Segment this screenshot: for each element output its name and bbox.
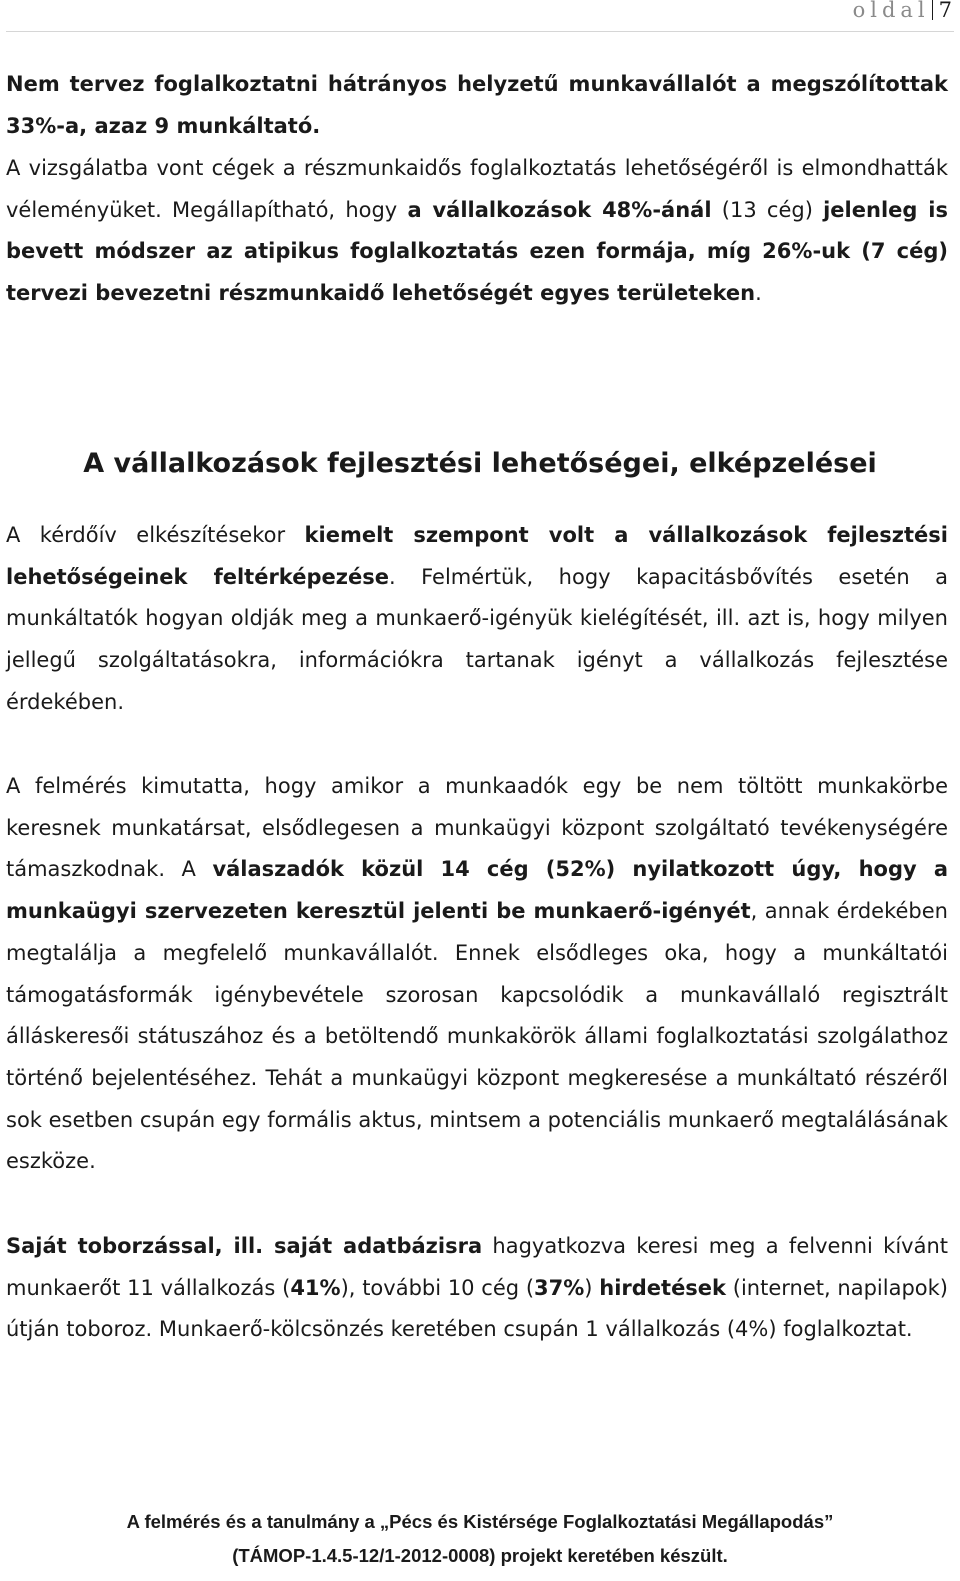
text-run: A kérdőív elkészítésekor — [6, 523, 305, 547]
bold-text: 37% — [534, 1275, 585, 1300]
text-run: (internet, napilapok) útján toboroz. Munkaerő-kölcsönzés keretében csupán 1 vállalkozás (4%) foglalkoztat. — [6, 1275, 949, 1342]
text-run: (13 cég) — [711, 197, 824, 222]
bold-text: válaszadók közül 14 cég (52%) nyilatkozott úgy, hogy a munkaügyi szervezeten keresztül jelenti be munkaerő-igényét — [6, 857, 949, 924]
footer-line-1: A felmérés és a tanulmány a „Pécs és Kistérsége Foglalkoztatási Megállapodás” — [126, 1511, 834, 1532]
paragraph-part-time — [6, 148, 948, 315]
paragraph-intro — [6, 64, 948, 147]
page-number: 7 — [938, 0, 952, 22]
text-run: hagyatkozva keresi meg a felvenni kívánt munkaerőt 11 vállalkozás ( — [6, 1234, 949, 1300]
bold-text: Saját toborzással, ill. saját adatbázisra — [6, 1234, 483, 1258]
bold-text: hirdetések — [599, 1275, 727, 1300]
bold-text: Nem tervez foglalkoztatni hátrányos helyzetű munkavállalót a megszólítottak 33%-a, azaz 9 munkáltató. — [6, 72, 948, 138]
header-separator — [932, 0, 933, 20]
page-footer — [0, 1505, 960, 1573]
bold-text: kiemelt szempont volt a vállalkozások fejlesztési lehetőségeinek feltérképezése — [6, 523, 948, 589]
text-run: . — [755, 281, 762, 306]
text-run: ) — [584, 1275, 600, 1300]
text-run: A felmérés kimutatta, hogy amikor a munkaadók egy be nem töltött munkakörbe keresnek munkatársat, elsődlegesen a munkaügyi központ szolgáltató tevékenységére támaszkodnak. A — [6, 774, 948, 882]
page-header — [0, 0, 960, 30]
bold-text: jelenleg is bevett módszer az atipikus foglalkoztatás ezen formája, míg 26%-uk (7 cég) tervezi bevezetni részmunkaidő lehetőségét egyes területeken — [6, 197, 948, 306]
page-number-label — [853, 0, 952, 22]
text-run: A vizsgálatba vont cégek a részmunkaidős foglalkoztatás lehetőségéről is elmondhatták véleményüket. Megállapítható, hogy — [6, 156, 948, 222]
page-word: oldal — [852, 0, 930, 22]
paragraph-survey-findings — [6, 766, 948, 1183]
text-run: . Felmértük, hogy kapacitásbővítés esetén a munkáltatók hogyan oldják meg a munkaerő-igényük kielégítését, ill. azt is, hogy milyen jellegű szolgáltatásokra, információkra tartanak igényt a vállalkozás fejlesztése érdekében. — [6, 564, 948, 714]
bold-text: 41% — [290, 1275, 341, 1300]
section-heading: A vállalkozások fejlesztési lehetőségei, elképzelései — [83, 448, 877, 479]
paragraph-recruitment — [6, 1226, 948, 1351]
text-run: , annak érdekében megtalálja a megfelelő munkavállalót. Ennek elsődleges oka, hogy a munkáltatói támogatásformák igénybevétele szorosan kapcsolódik a munkavállaló regisztrált álláskeresői státuszához és a betöltendő munkakörök állami foglalkoztatási szolgálathoz történő bejelentéséhez. Tehát a munkaügyi központ megkeresése a munkáltató részéről sok esetben csupán egy formális aktus, mintsem a potenciális munkaerő megtalálásának eszköze. — [6, 899, 948, 1174]
paragraph-development — [6, 515, 948, 724]
header-rule — [6, 31, 954, 32]
text-run: ), további 10 cég ( — [340, 1275, 535, 1300]
footer-line-2: (TÁMOP-1.4.5-12/1-2012-0008) projekt keretében készült. — [232, 1545, 728, 1566]
bold-text: a vállalkozások 48%-ánál — [407, 197, 712, 222]
